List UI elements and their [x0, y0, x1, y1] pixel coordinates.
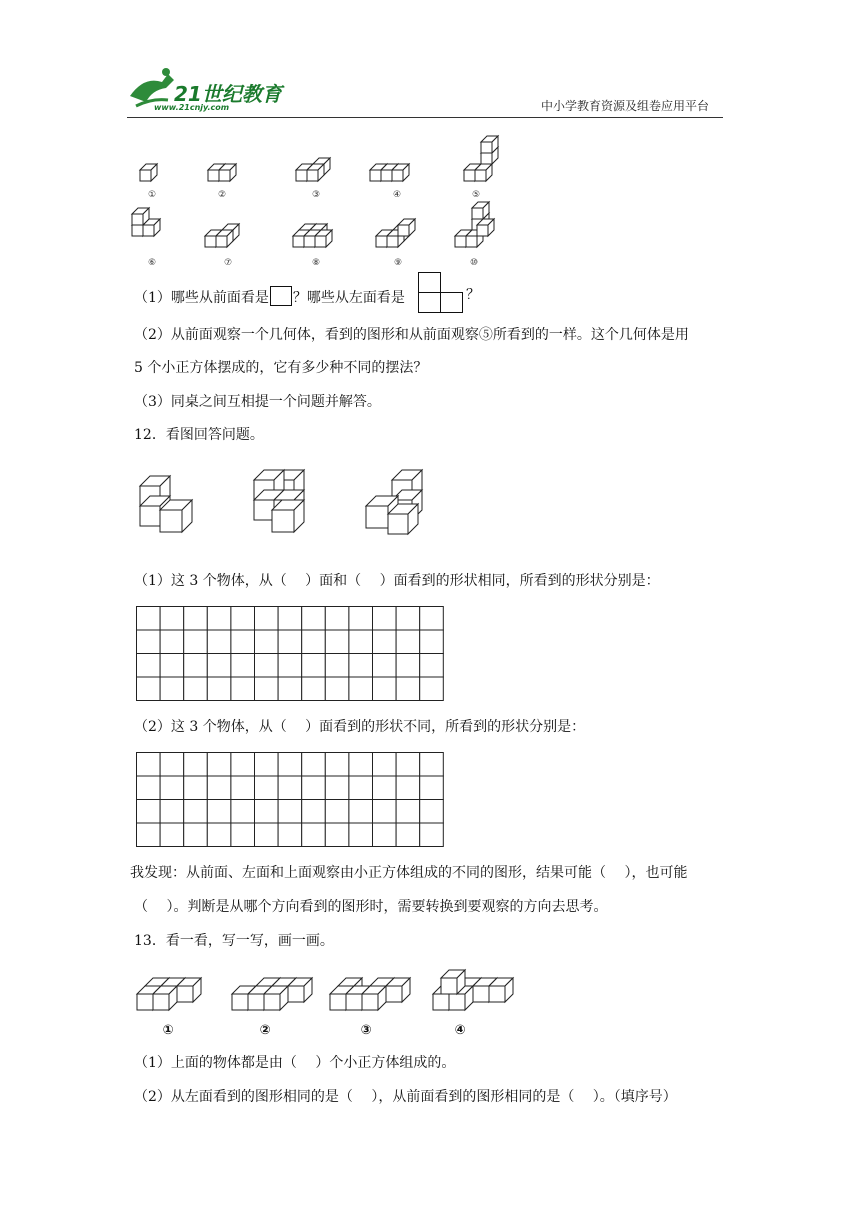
q11-p1-c: ？ — [466, 287, 480, 303]
figure-6-label: ⑥ — [147, 258, 157, 268]
q11-part3: （3）同桌之间互相提一个问题并解答。 — [134, 394, 381, 410]
figure-4-label: ④ — [392, 190, 402, 200]
q13-title: 13．看一看，写一写，画一画。 — [134, 933, 334, 949]
q11-p1-a: （1）哪些从前面看是 — [134, 290, 269, 306]
figure-5-label: ⑤ — [471, 190, 481, 200]
q12-part2: （2）这 3 个物体，从（ ）面看到的形状不同，所看到的形状分别是： — [134, 719, 586, 735]
q13-figure-2-label: ② — [259, 1023, 271, 1038]
q13-figure-1-label: ① — [162, 1023, 174, 1038]
figure-3-label: ③ — [311, 190, 321, 200]
q11-part2-line1: （2）从前面观察一个几何体，看到的图形和从前面观察⑤所看到的一样。这个几何体是用 — [134, 327, 689, 343]
figure-8-label: ⑧ — [311, 258, 321, 268]
figure-7-label: ⑦ — [223, 258, 233, 268]
q11-p1-b: ？哪些从左面看是 — [292, 290, 405, 306]
q11-part2-line2: 5 个小正方体摆成的，它有多少种不同的摆法？ — [134, 360, 428, 376]
q12-finding-line1: 我发现：从前面、左面和上面观察由小正方体组成的不同的图形，结果可能（ ），也可能 — [130, 865, 688, 881]
logo-main-text: 21世纪教育 — [174, 82, 282, 106]
figure-9-label: ⑨ — [393, 258, 403, 268]
q13-part2: （2）从左面看到的图形相同的是（ ），从前面看到的图形相同的是（ ）。（填序号） — [134, 1089, 677, 1105]
figure-1-label: ① — [147, 190, 157, 200]
q13-part1: （1）上面的物体都是由（ ）个小正方体组成的。 — [134, 1055, 456, 1071]
q12-title: 12．看图回答问题。 — [134, 427, 264, 443]
q13-figure-4-label: ④ — [454, 1023, 466, 1038]
q12-part1: （1）这 3 个物体，从（ ）面和（ ）面看到的形状相同，所看到的形状分别是： — [134, 573, 660, 589]
logo-url-text: www.21cnjy.com — [154, 103, 230, 112]
q13-figure-3-label: ③ — [360, 1023, 372, 1038]
q12-finding-line2: （ ）。判断是从哪个方向看到的图形时，需要转换到要观察的方向去思考。 — [134, 899, 608, 915]
figure-2-label: ② — [217, 190, 227, 200]
header-right-text: 中小学教育资源及组卷应用平台 — [541, 99, 710, 113]
figure-10-label: ⑩ — [469, 258, 479, 268]
